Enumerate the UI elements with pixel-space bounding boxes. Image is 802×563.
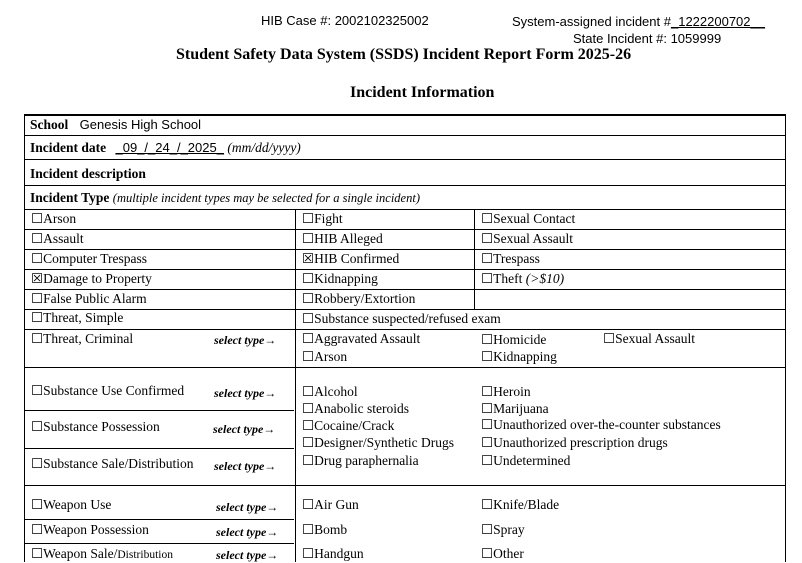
incident-date-value[interactable]: _09_/_24_/_2025_: [115, 140, 224, 155]
checkbox-aggravated-assault[interactable]: ☐Aggravated Assault: [302, 331, 421, 346]
system-incident-value: _1222200702__: [670, 14, 765, 29]
checkbox-weapon-use[interactable]: ☐Weapon Use: [31, 497, 112, 512]
select-type-weapon-possession: select type→: [216, 525, 279, 539]
checkbox-false-public-alarm[interactable]: ☐False Public Alarm: [31, 291, 147, 306]
theft-note: (>$10): [525, 271, 565, 286]
checkbox-arson[interactable]: ☐Arson: [31, 211, 77, 226]
select-type-substance-use: select type→: [214, 386, 277, 400]
school-row: [30, 117, 201, 133]
school-value: Genesis High School: [79, 117, 202, 132]
checkbox-arson-criminal[interactable]: ☐Arson: [302, 349, 348, 364]
checkbox-trespass[interactable]: ☐Trespass: [481, 251, 540, 266]
checkbox-assault[interactable]: ☐Assault: [31, 231, 84, 246]
select-type-substance-sale: select type→: [214, 459, 277, 473]
weapon-sale-label: ☐Weapon Sale/: [31, 546, 118, 561]
checkbox-kidnapping[interactable]: ☐Kidnapping: [302, 271, 378, 286]
checkbox-sexual-contact[interactable]: ☐Sexual Contact: [481, 211, 576, 226]
checkbox-heroin[interactable]: ☐Heroin: [481, 384, 531, 399]
system-incident-number: [512, 14, 765, 29]
system-incident-label: System-assigned incident #: [512, 14, 671, 29]
checkbox-drug-paraphernalia[interactable]: ☐Drug paraphernalia: [302, 453, 419, 468]
checkbox-hib-alleged[interactable]: ☐HIB Alleged: [302, 231, 383, 246]
checkbox-prescription-drugs[interactable]: ☐Unauthorized prescription drugs: [481, 435, 668, 450]
checkbox-handgun[interactable]: ☐Handgun: [302, 546, 364, 561]
select-type-threat-criminal: select type→: [214, 333, 277, 347]
theft-label: ☐Theft: [481, 271, 523, 286]
form-title: Student Safety Data System (SSDS) Incident Report Form 2025-26: [176, 46, 632, 63]
checkbox-threat-criminal[interactable]: ☐Threat, Criminal: [31, 331, 134, 346]
checkbox-sexual-assault[interactable]: ☐Sexual Assault: [481, 231, 573, 246]
checkbox-damage-to-property[interactable]: ☒Damage to Property: [31, 271, 152, 286]
checkbox-hib-confirmed[interactable]: ☒HIB Confirmed: [302, 251, 400, 266]
checkbox-fight[interactable]: ☐Fight: [302, 211, 343, 226]
select-type-weapon-use: select type→: [216, 500, 279, 514]
checkbox-other[interactable]: ☐Other: [481, 546, 524, 561]
incident-type-row: [30, 190, 420, 206]
checkbox-kidnapping-criminal[interactable]: ☐Kidnapping: [481, 349, 557, 364]
hib-case-number: HIB Case #: 2002102325002: [261, 13, 429, 28]
incident-date-label: Incident date: [30, 140, 107, 155]
checkbox-cocaine-crack[interactable]: ☐Cocaine/Crack: [302, 418, 395, 433]
checkbox-knife-blade[interactable]: ☐Knife/Blade: [481, 497, 560, 512]
checkbox-theft[interactable]: [481, 271, 564, 287]
checkbox-anabolic-steroids[interactable]: ☐Anabolic steroids: [302, 401, 409, 416]
checkbox-homicide[interactable]: ☐Homicide: [481, 332, 547, 347]
checkbox-weapon-sale[interactable]: [31, 546, 173, 562]
checkbox-substance-sale[interactable]: ☐Substance Sale/Distribution: [31, 456, 194, 471]
incident-date-row: [30, 140, 301, 156]
weapon-sale-suffix: Distribution: [117, 549, 173, 561]
checkbox-robbery-extortion[interactable]: ☐Robbery/Extortion: [302, 291, 416, 306]
checkbox-weapon-possession[interactable]: ☐Weapon Possession: [31, 522, 149, 537]
checkbox-substance-suspected[interactable]: ☐Substance suspected/refused exam: [302, 311, 501, 326]
select-type-substance-possession: select type→: [213, 422, 276, 436]
incident-type-label: Incident Type: [30, 190, 110, 205]
incident-description-label: Incident description: [30, 166, 146, 181]
checkbox-computer-trespass[interactable]: ☐Computer Trespass: [31, 251, 147, 266]
checkbox-undetermined[interactable]: ☐Undetermined: [481, 453, 571, 468]
checkbox-substance-use-confirmed[interactable]: ☐Substance Use Confirmed: [31, 383, 185, 398]
checkbox-air-gun[interactable]: ☐Air Gun: [302, 497, 359, 512]
select-type-weapon-sale: select type→: [216, 548, 279, 562]
section-title: Incident Information: [350, 84, 495, 101]
checkbox-otc-substances[interactable]: ☐Unauthorized over-the-counter substances: [481, 417, 721, 432]
checkbox-designer-drugs[interactable]: ☐Designer/Synthetic Drugs: [302, 435, 454, 450]
checkbox-spray[interactable]: ☐Spray: [481, 522, 525, 537]
incident-type-note: (multiple incident types may be selected for a single incident): [112, 191, 420, 205]
checkbox-bomb[interactable]: ☐Bomb: [302, 522, 348, 537]
school-label: School: [30, 117, 69, 132]
checkbox-threat-simple[interactable]: ☐Threat, Simple: [31, 310, 124, 325]
checkbox-sexual-assault-criminal[interactable]: ☐Sexual Assault: [603, 331, 695, 346]
checkbox-marijuana[interactable]: ☐Marijuana: [481, 401, 549, 416]
state-incident-number: State Incident #: 1059999: [573, 31, 722, 46]
checkbox-substance-possession[interactable]: ☐Substance Possession: [31, 419, 160, 434]
checkbox-alcohol[interactable]: ☐Alcohol: [302, 384, 358, 399]
incident-date-format: (mm/dd/yyyy): [227, 140, 301, 155]
